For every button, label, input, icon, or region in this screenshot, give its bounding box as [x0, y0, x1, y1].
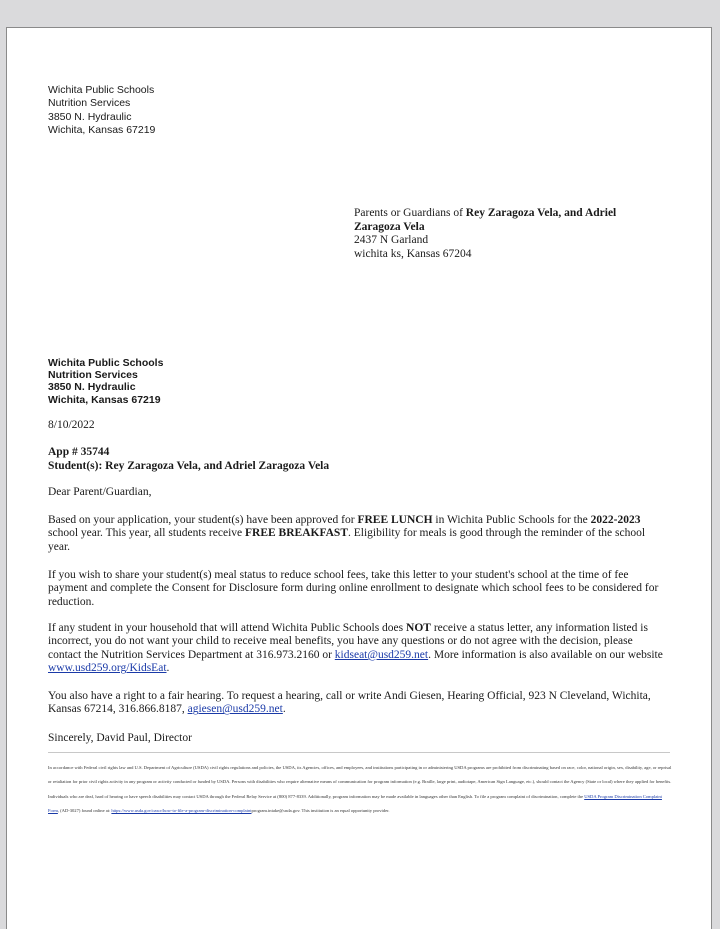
para4-text: You also have a right to a fair hearing. To request a hearing, call or write Andi Giesen, Hearing Official, 923 N Cleveland, Wichita, Kansas 67214, 316.866.8187, [48, 690, 651, 716]
return-address [48, 357, 163, 406]
application-info [48, 445, 329, 473]
hearing-paragraph [48, 690, 665, 717]
school-year-label: 2022-2023 [590, 514, 641, 526]
para1-text: school year. This year, all students receive [48, 527, 245, 540]
sender-department: Nutrition Services [48, 97, 131, 110]
letter-date: 8/10/2022 [48, 419, 95, 431]
recipient-names: Rey Zaragoza Vela, and Adriel [465, 207, 617, 219]
para3-text: . More information is also available on our website [428, 648, 663, 661]
agiesen-email-link[interactable]: agiesen@usd259.net [187, 703, 283, 716]
website-link[interactable]: www.usd259.org/KidsEat [48, 662, 167, 675]
app-number: App # 35744 [48, 446, 110, 458]
letter-page [6, 27, 712, 929]
usda-complaint-url-link[interactable]: https://www.usda.gov/oascr/how-to-file-a-program-discrimination-complaint [111, 808, 252, 814]
free-breakfast-label: FREE BREAKFAST [245, 527, 348, 540]
return-name: Wichita Public Schools [48, 357, 164, 369]
free-lunch-label: FREE LUNCH [357, 514, 433, 526]
sender-name: Wichita Public Schools [48, 84, 155, 96]
nondiscrimination-statement [48, 761, 673, 819]
complaint-form-link[interactable]: USDA Program Discrimination Complaint Form [48, 793, 662, 814]
return-department: Nutrition Services [48, 369, 138, 382]
kidseat-email-link[interactable]: kidseat@usd259.net [334, 648, 429, 661]
recipient-prefix: Parents or Guardians of [354, 207, 466, 219]
return-city: Wichita, Kansas 67219 [48, 393, 161, 406]
signoff: Sincerely, David Paul, Director [48, 732, 192, 744]
para3-text: If any student in your household that will attend Wichita Public Schools does [48, 622, 407, 634]
sender-address [48, 84, 155, 138]
para4-text: . [282, 703, 286, 716]
greeting: Dear Parent/Guardian, [48, 486, 152, 498]
sender-street: 3850 N. Hydraulic [48, 110, 132, 123]
students-line: Student(s): Rey Zaragoza Vela, and Adriel Zaragoza Vela [48, 460, 330, 472]
fine-email: program.intake@usda.gov [251, 808, 300, 814]
para3-text: . [166, 662, 170, 675]
sender-city: Wichita, Kansas 67219 [48, 124, 156, 137]
approval-paragraph [48, 514, 665, 554]
para1-text: Based on your application, your student(s) have been approved for [48, 514, 358, 526]
para1-text: in Wichita Public Schools for the [432, 514, 591, 526]
divider [48, 752, 670, 753]
recipient-street: 2437 N Garland [354, 234, 429, 247]
para3-text: receive a status letter, any information listed is incorrect, you do not want your child to receive meal benefits, you have any questions or do not agree with the decision, please contact the Nutrition Services Department at 316.973.2160 or [48, 622, 648, 661]
fine-text: . This institution is an equal opportunity provider. [299, 808, 390, 814]
recipient-city: wichita ks, Kansas 67204 [354, 247, 472, 260]
fine-text: , (AD-3027) found online at: [57, 808, 112, 814]
contact-paragraph [48, 622, 665, 676]
para1-text: . Eligibility for meals is good through the reminder of the school year. [48, 527, 646, 553]
recipient-line-1 [354, 207, 654, 221]
recipient-address [354, 207, 654, 261]
fee-reduction-paragraph: If you wish to share your student(s) meal status to reduce school fees, take this letter to your student's school at the time of fee payment and complete the Consent for Disclosure form during online enrollment to designate which school fees to be considered for reduction. [48, 569, 659, 608]
return-street: 3850 N. Hydraulic [48, 381, 136, 394]
not-label: NOT [406, 622, 431, 634]
recipient-names-cont: Zaragoza Vela [354, 220, 425, 233]
fine-text: In accordance with Federal civil rights law and U.S. Department of Agriculture (USDA) civil rights regulations and policies, the USDA, its Agencies, offices, and employees, and institutions participating in or administering USDA programs are prohibited from discriminating based on race, color, national origin, sex, disability, age, or reprisal or retaliation for prior civil rights activity in any program or activity conducted or funded by USDA. Persons with disabilities who require alternative means of communication for program information (e.g. Braille, large print, audiotape, American Sign Language, etc.), should contact the Agency (State or local) where they applied for benefits. Individuals who are deaf, hard of hearing or have speech disabilities may contact USDA through the Federal Relay Service at (800) 877-8339. Additionally, program information may be made available in languages other than English. To file a program complaint of discrimination, complete the [48, 765, 672, 799]
